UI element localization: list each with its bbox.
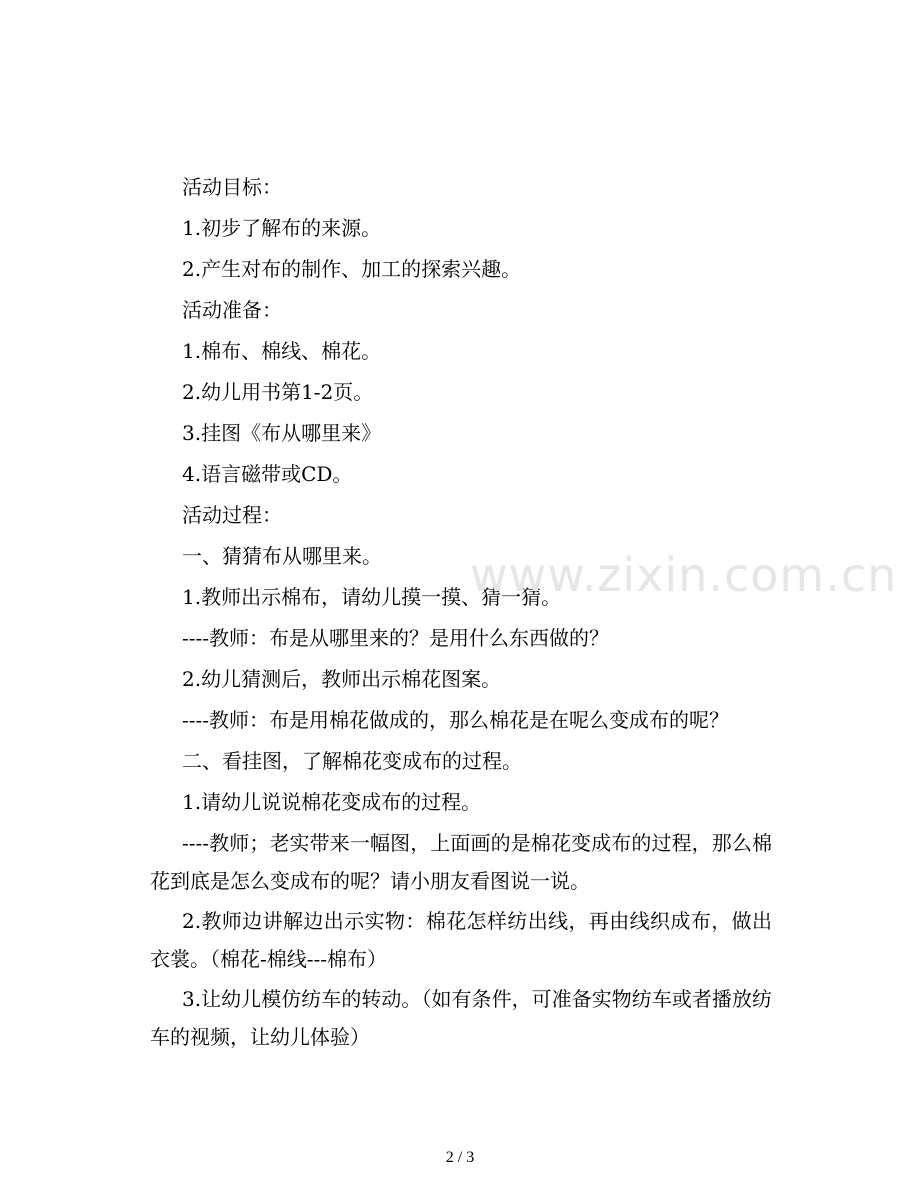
section-heading-goals: 活动目标： [182,175,282,199]
process-part-1-heading: 一、猜猜布从哪里来。 [182,544,382,568]
section-heading-preparation: 活动准备： [182,298,282,322]
page-number: 2 / 3 [445,1149,475,1166]
process-part-2-heading: 二、看挂图，了解棉花变成布的过程。 [182,749,522,773]
preparation-item-1: 1.棉布、棉线、棉花。 [182,339,382,363]
process-part-2-step-2: 2.教师边讲解边出示实物：棉花怎样纺出线，再由线织成布，做出衣裳。（棉花-棉线---棉布） [150,909,772,971]
process-part-2-step-1: 1.请幼儿说说棉花变成布的过程。 [182,790,482,814]
preparation-item-4: 4.语言磁带或CD。 [182,462,353,486]
process-step-2: 2.幼儿猜测后，教师出示棉花图案。 [182,667,502,691]
teacher-dialogue-1: ----教师：布是从哪里来的？是用什么东西做的？ [182,626,610,650]
preparation-item-3: 3.挂图《布从哪里来》 [182,421,382,445]
goal-item-1: 1.初步了解布的来源。 [182,216,382,240]
preparation-item-2: 2.幼儿用书第1-2页。 [182,380,374,404]
goal-item-2: 2.产生对布的制作、加工的探索兴趣。 [182,257,522,281]
section-heading-process: 活动过程： [182,503,282,527]
teacher-dialogue-2: ----教师：布是用棉花做成的，那么棉花是在呢么变成布的呢？ [182,708,730,732]
teacher-dialogue-3: ----教师；老实带来一幅图，上面画的是棉花变成布的过程，那么棉花到底是怎么变成布的呢？请小朋友看图说一说。 [150,831,772,893]
process-step-1: 1.教师出示棉布，请幼儿摸一摸、猜一猜。 [182,585,562,609]
process-part-2-step-3: 3.让幼儿模仿纺车的转动。（如有条件，可准备实物纺车或者播放纺车的视频，让幼儿体验） [150,987,772,1049]
watermark: www.zixin.com.cn [470,548,898,602]
